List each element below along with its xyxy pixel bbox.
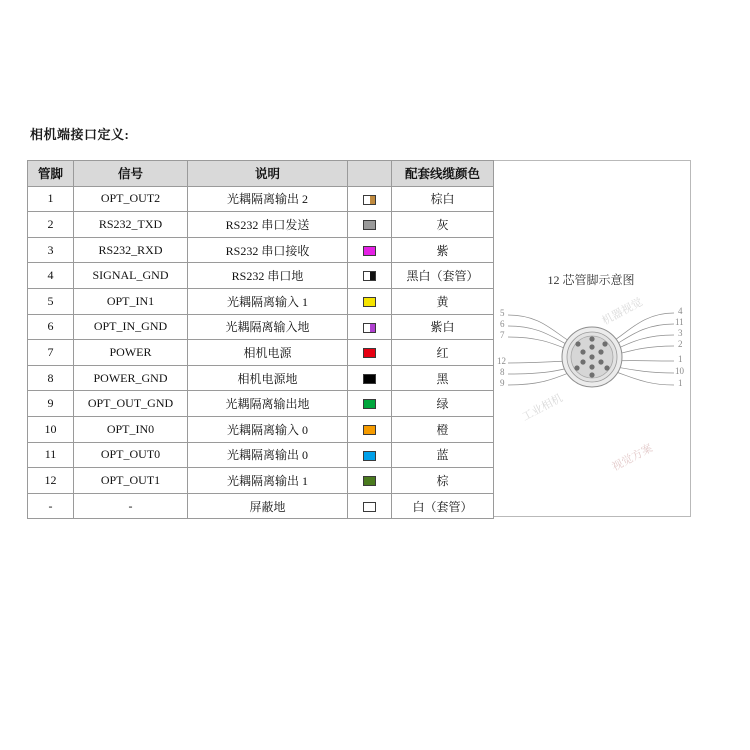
cell-cable-color: 紫白 — [392, 314, 494, 340]
cell-signal: POWER_GND — [74, 365, 188, 391]
table-row — [28, 468, 494, 494]
cell-color-swatch — [348, 493, 392, 519]
color-swatch-icon — [363, 297, 376, 307]
cell-color-swatch — [348, 263, 392, 289]
cell-cable-color: 棕 — [392, 468, 494, 494]
cell-color-swatch — [348, 442, 392, 468]
table-row — [28, 237, 494, 263]
header-cable-color: 配套线缆颜色 — [392, 161, 494, 187]
table-row — [28, 263, 494, 289]
cell-pin: 11 — [28, 442, 74, 468]
cell-pin: 7 — [28, 340, 74, 366]
table-header-row — [28, 161, 494, 187]
cell-description: 光耦隔离输入地 — [188, 314, 348, 340]
cell-pin: 9 — [28, 391, 74, 417]
cell-cable-color: 黄 — [392, 288, 494, 314]
cell-color-swatch — [348, 186, 392, 212]
cell-signal: RS232_RXD — [74, 237, 188, 263]
cell-signal: - — [74, 493, 188, 519]
cell-pin: 3 — [28, 237, 74, 263]
pin-label-right-1: 1 — [678, 354, 683, 364]
cell-description: RS232 串口接收 — [188, 237, 348, 263]
table-row — [28, 442, 494, 468]
cell-signal: POWER — [74, 340, 188, 366]
diagram-caption: 12 芯管脚示意图 — [547, 273, 635, 287]
table-row — [28, 314, 494, 340]
table-row — [28, 186, 494, 212]
cell-color-swatch — [348, 365, 392, 391]
table-row — [28, 416, 494, 442]
cell-cable-color: 蓝 — [392, 442, 494, 468]
header-pin: 管脚 — [28, 161, 74, 187]
cell-cable-color: 橙 — [392, 416, 494, 442]
table-row — [28, 340, 494, 366]
cell-color-swatch — [348, 340, 392, 366]
pin-label-right-3: 3 — [678, 328, 683, 338]
pin-label-left-8: 8 — [500, 367, 505, 377]
color-swatch-icon — [363, 348, 376, 358]
pin-definition-table — [27, 160, 494, 519]
connector-diagram-svg — [492, 161, 690, 516]
cell-pin: 8 — [28, 365, 74, 391]
header-description: 说明 — [188, 161, 348, 187]
cell-pin: - — [28, 493, 74, 519]
cell-color-swatch — [348, 212, 392, 238]
pin-label-right-10: 10 — [675, 366, 684, 376]
color-swatch-icon — [363, 374, 376, 384]
color-swatch-icon — [363, 195, 376, 205]
table-row — [28, 365, 494, 391]
cell-cable-color: 黑 — [392, 365, 494, 391]
cell-cable-color: 黑白（套管） — [392, 263, 494, 289]
cell-description: 相机电源 — [188, 340, 348, 366]
pin-label-left-9: 9 — [500, 378, 505, 388]
cell-description: 光耦隔离输入 1 — [188, 288, 348, 314]
page-title: 相机端接口定义: — [30, 127, 130, 142]
cell-cable-color: 灰 — [392, 212, 494, 238]
table-row — [28, 493, 494, 519]
cell-signal: OPT_IN_GND — [74, 314, 188, 340]
cell-pin: 10 — [28, 416, 74, 442]
cell-signal: OPT_OUT2 — [74, 186, 188, 212]
cell-signal: RS232_TXD — [74, 212, 188, 238]
cell-pin: 5 — [28, 288, 74, 314]
pin-label-left-7: 7 — [500, 330, 505, 340]
cell-color-swatch — [348, 237, 392, 263]
pin-label-right-2: 2 — [678, 339, 683, 349]
cell-signal: OPT_OUT1 — [74, 468, 188, 494]
pin-label-right-11: 11 — [675, 317, 684, 327]
cell-description: 光耦隔离输入 0 — [188, 416, 348, 442]
cell-description: RS232 串口发送 — [188, 212, 348, 238]
cell-pin: 1 — [28, 186, 74, 212]
color-swatch-icon — [363, 399, 376, 409]
watermark-1: 机器视觉 — [600, 296, 645, 328]
cell-cable-color: 红 — [392, 340, 494, 366]
table-row — [28, 288, 494, 314]
pin-label-left-12: 12 — [497, 356, 506, 366]
table-row — [28, 212, 494, 238]
cell-signal: OPT_OUT0 — [74, 442, 188, 468]
color-swatch-icon — [363, 220, 376, 230]
pin-label-left-6: 6 — [500, 319, 505, 329]
table-row — [28, 391, 494, 417]
cell-color-swatch — [348, 391, 392, 417]
cell-signal: OPT_IN0 — [74, 416, 188, 442]
cell-description: 光耦隔离输出 2 — [188, 186, 348, 212]
header-signal: 信号 — [74, 161, 188, 187]
cell-signal: OPT_IN1 — [74, 288, 188, 314]
cell-cable-color: 棕白 — [392, 186, 494, 212]
cell-description: 屏蔽地 — [188, 493, 348, 519]
pin-label-left-5: 5 — [500, 308, 505, 318]
cell-description: RS232 串口地 — [188, 263, 348, 289]
cell-cable-color: 紫 — [392, 237, 494, 263]
cell-color-swatch — [348, 416, 392, 442]
cell-color-swatch — [348, 314, 392, 340]
cell-pin: 6 — [28, 314, 74, 340]
color-swatch-icon — [363, 451, 376, 461]
cell-color-swatch — [348, 468, 392, 494]
watermark-2: 工业相机 — [520, 392, 565, 424]
color-swatch-icon — [363, 425, 376, 435]
cell-color-swatch — [348, 288, 392, 314]
pin-label-right-4: 4 — [678, 306, 683, 316]
pin-label-right-1b: 1 — [678, 378, 683, 388]
color-swatch-icon — [363, 502, 376, 512]
color-swatch-icon — [363, 271, 376, 281]
cell-pin: 4 — [28, 263, 74, 289]
cell-pin: 12 — [28, 468, 74, 494]
connector-diagram — [492, 161, 690, 516]
cell-cable-color: 白（套管） — [392, 493, 494, 519]
table-body — [28, 186, 494, 519]
cell-cable-color: 绿 — [392, 391, 494, 417]
cell-signal: SIGNAL_GND — [74, 263, 188, 289]
color-swatch-icon — [363, 476, 376, 486]
color-swatch-icon — [363, 246, 376, 256]
cell-pin: 2 — [28, 212, 74, 238]
watermark-3: 视觉方案 — [610, 442, 655, 474]
color-swatch-icon — [363, 323, 376, 333]
cell-description: 光耦隔离输出地 — [188, 391, 348, 417]
header-swatch — [348, 161, 392, 187]
cell-description: 相机电源地 — [188, 365, 348, 391]
cell-description: 光耦隔离输出 0 — [188, 442, 348, 468]
cell-signal: OPT_OUT_GND — [74, 391, 188, 417]
cell-description: 光耦隔离输出 1 — [188, 468, 348, 494]
